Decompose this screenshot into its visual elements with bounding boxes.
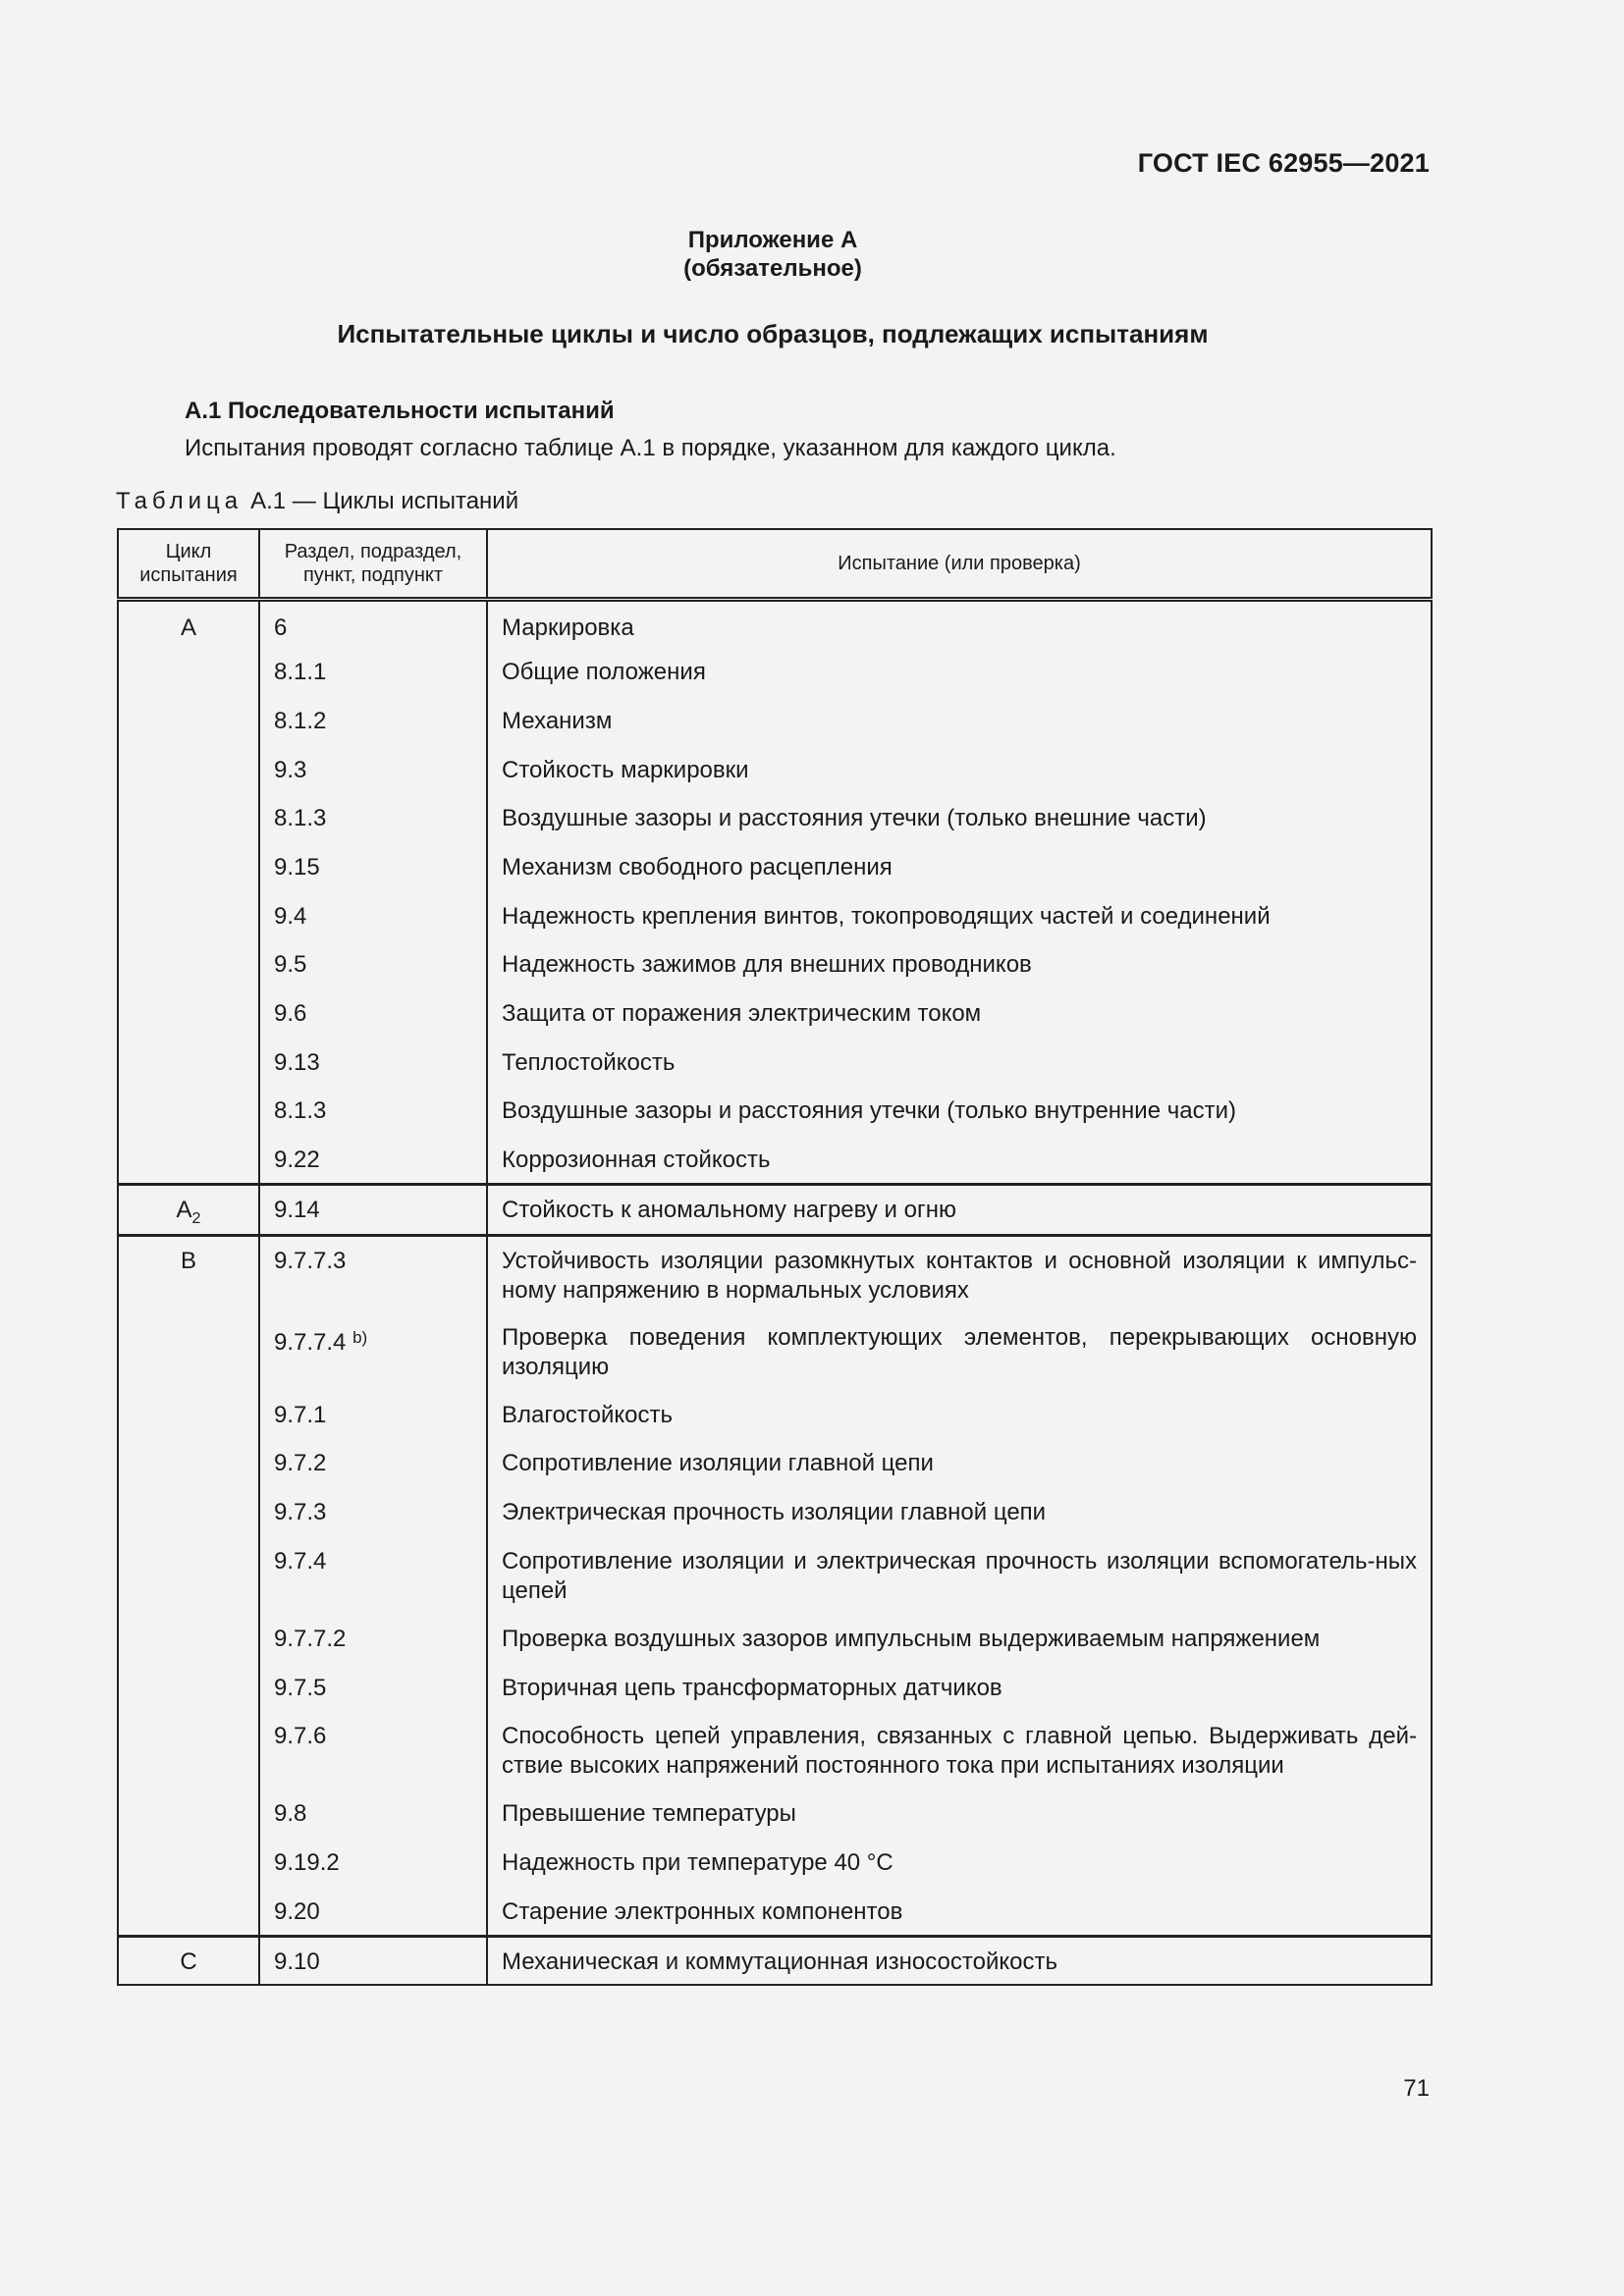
section-number: 9.13	[274, 1048, 320, 1076]
table-row	[118, 1839, 1432, 1888]
table-row	[118, 1537, 1432, 1615]
test-cell: Механическая и коммутационная износостойкость	[487, 1936, 1432, 1985]
column-header-cycle: Цикл испытания	[118, 529, 259, 600]
cycle-cell	[118, 1313, 259, 1391]
test-cell: Общие положения	[487, 648, 1432, 697]
cycle-cell	[118, 1488, 259, 1537]
cycle-cell	[118, 1936, 259, 1985]
cycle-label: В	[180, 1248, 196, 1275]
cycle-cell	[118, 1789, 259, 1839]
test-cell: Старение электронных компонентов	[487, 1888, 1432, 1937]
test-cell: Стойкость к аномальному нагреву и огню	[487, 1185, 1432, 1236]
table-header-row	[118, 529, 1432, 600]
column-header-section: Раздел, подраздел, пункт, подпункт	[259, 529, 487, 600]
section-number: 9.4	[274, 902, 307, 930]
section-number: 8.1.3	[274, 1097, 327, 1125]
cycle-cell	[118, 1839, 259, 1888]
table-row	[118, 989, 1432, 1039]
test-cell: Надежность при температуре 40 °С	[487, 1839, 1432, 1888]
table-row	[118, 1439, 1432, 1488]
cycle-cell	[118, 1615, 259, 1664]
cycle-cell	[118, 1712, 259, 1789]
main-heading: Испытательные циклы и число образцов, подлежащих испытаниям	[337, 319, 1209, 348]
test-cycles-table	[117, 528, 1433, 1986]
test-cell: Сопротивление изоляции главной цепи	[487, 1439, 1432, 1488]
section-number: 6	[274, 614, 288, 641]
test-cell: Сопротивление изоляции и электрическая прочность изоляции вспомогатель-ных цепей	[487, 1537, 1432, 1615]
section-number: 9.6	[274, 1000, 307, 1027]
cycle-cell	[118, 1185, 259, 1236]
table-caption-text: А.1 — Циклы испытаний	[250, 488, 519, 514]
section-number: 9.7.7.2	[274, 1625, 347, 1652]
test-cell: Электрическая прочность изоляции главной цепи	[487, 1488, 1432, 1537]
table-row	[118, 697, 1432, 746]
table-row	[118, 1664, 1432, 1713]
section-number: 9.7.4	[274, 1547, 327, 1575]
table-row	[118, 1789, 1432, 1839]
table-row	[118, 600, 1432, 649]
table-row	[118, 1615, 1432, 1664]
test-cell: Воздушные зазоры и расстояния утечки (только внешние части)	[487, 794, 1432, 843]
cycle-subscript: 2	[191, 1210, 201, 1228]
section-number: 8.1.3	[274, 805, 327, 832]
section-number: 9.5	[274, 951, 307, 979]
intro-paragraph: Испытания проводят согласно таблице А.1 в порядке, указанном для каждого цикла.	[185, 435, 1116, 461]
table-row	[118, 1712, 1432, 1789]
cycle-cell	[118, 697, 259, 746]
table-row	[118, 1888, 1432, 1937]
section-number: 9.8	[274, 1800, 307, 1828]
test-cell: Механизм	[487, 697, 1432, 746]
cycle-cell	[118, 1039, 259, 1088]
cycle-cell	[118, 746, 259, 795]
section-cell	[259, 1391, 487, 1440]
table-row	[118, 1185, 1432, 1236]
page-number: 71	[1403, 2075, 1430, 2102]
cycle-cell	[118, 600, 259, 649]
test-cell: Теплостойкость	[487, 1039, 1432, 1088]
table-row	[118, 1039, 1432, 1088]
test-cell: Воздушные зазоры и расстояния утечки (только внутренние части)	[487, 1087, 1432, 1136]
section-cell	[259, 794, 487, 843]
section-cell	[259, 648, 487, 697]
table-row	[118, 648, 1432, 697]
test-cell: Устойчивость изоляции разомкнутых контактов и основной изоляции к импульс-ному напряжению в нормальных условиях	[487, 1236, 1432, 1313]
table-row	[118, 1313, 1432, 1391]
test-cell: Защита от поражения электрическим током	[487, 989, 1432, 1039]
cycle-label: С	[180, 1948, 197, 1975]
cycle-cell	[118, 989, 259, 1039]
section-cell	[259, 1664, 487, 1713]
section-number: 9.7.7.4	[274, 1328, 347, 1356]
section-cell	[259, 1136, 487, 1185]
section-heading: А.1 Последовательности испытаний	[185, 398, 615, 424]
section-number: 9.7.7.3	[274, 1248, 347, 1275]
section-cell	[259, 1936, 487, 1985]
cycle-cell	[118, 1391, 259, 1440]
test-cell: Способность цепей управления, связанных с главной цепью. Выдерживать дей-ствие высоких напряжений постоянного тока при испытаниях изоляции	[487, 1712, 1432, 1789]
section-cell	[259, 1537, 487, 1615]
test-cell: Проверка воздушных зазоров импульсным выдерживаемым напряжением	[487, 1615, 1432, 1664]
section-number: 9.7.6	[274, 1723, 327, 1750]
cycle-cell	[118, 892, 259, 941]
cycle-label: А	[180, 614, 196, 641]
section-number: 9.7.2	[274, 1450, 327, 1477]
section-cell	[259, 1488, 487, 1537]
annex-status: (обязательное)	[683, 255, 862, 282]
section-cell	[259, 1712, 487, 1789]
section-cell	[259, 1039, 487, 1088]
section-number: 9.7.1	[274, 1401, 327, 1428]
test-cell: Влагостойкость	[487, 1391, 1432, 1440]
section-cell	[259, 1789, 487, 1839]
section-number: 9.14	[274, 1197, 320, 1224]
section-cell	[259, 1185, 487, 1236]
table-row	[118, 940, 1432, 989]
section-cell	[259, 1236, 487, 1313]
section-cell	[259, 940, 487, 989]
table-row	[118, 1391, 1432, 1440]
cycle-cell	[118, 1888, 259, 1937]
test-cell: Вторичная цепь трансформаторных датчиков	[487, 1664, 1432, 1713]
cycle-cell	[118, 1664, 259, 1713]
section-number: 9.20	[274, 1897, 320, 1925]
table-row	[118, 794, 1432, 843]
test-cell: Проверка поведения комплектующих элементов, перекрывающих основную изоляцию	[487, 1313, 1432, 1391]
section-cell	[259, 843, 487, 892]
section-number: 8.1.1	[274, 659, 327, 686]
cycle-cell	[118, 648, 259, 697]
section-cell	[259, 989, 487, 1039]
cycle-cell	[118, 794, 259, 843]
table-row	[118, 1236, 1432, 1313]
annex-title: Приложение А	[687, 227, 858, 253]
cycle-cell	[118, 1439, 259, 1488]
cycle-cell	[118, 1537, 259, 1615]
section-cell	[259, 1839, 487, 1888]
test-cell: Механизм свободного расцепления	[487, 843, 1432, 892]
annex-title-block	[0, 226, 1545, 283]
table-row	[118, 1936, 1432, 1985]
cycle-label: A	[176, 1197, 192, 1224]
cycle-cell	[118, 1236, 259, 1313]
footnote-marker: b)	[352, 1327, 368, 1347]
cycle-cell	[118, 1136, 259, 1185]
test-cell: Коррозионная стойкость	[487, 1136, 1432, 1185]
standard-code: ГОСТ IEC 62955—2021	[1137, 148, 1430, 178]
column-header-test: Испытание (или проверка)	[487, 529, 1432, 600]
section-number: 9.19.2	[274, 1848, 340, 1876]
section-number: 9.7.3	[274, 1499, 327, 1526]
section-cell	[259, 1439, 487, 1488]
table-row	[118, 1087, 1432, 1136]
cycle-cell	[118, 843, 259, 892]
section-cell	[259, 600, 487, 649]
section-cell	[259, 746, 487, 795]
section-number: 9.10	[274, 1948, 320, 1975]
section-cell	[259, 1888, 487, 1937]
table-row	[118, 1136, 1432, 1185]
test-cell: Превышение температуры	[487, 1789, 1432, 1839]
section-cell	[259, 1615, 487, 1664]
table-caption	[116, 488, 518, 515]
table-caption-label: Таблица	[116, 488, 244, 514]
section-cell	[259, 1087, 487, 1136]
cycle-cell	[118, 940, 259, 989]
section-cell	[259, 697, 487, 746]
table-row	[118, 746, 1432, 795]
table-row	[118, 843, 1432, 892]
table-row	[118, 1488, 1432, 1537]
cycle-cell	[118, 1087, 259, 1136]
test-cell: Маркировка	[487, 600, 1432, 649]
section-cell	[259, 892, 487, 941]
section-number: 9.22	[274, 1147, 320, 1174]
section-number: 9.3	[274, 756, 307, 783]
table-row	[118, 892, 1432, 941]
test-cell: Надежность крепления винтов, токопроводящих частей и соединений	[487, 892, 1432, 941]
test-cell: Стойкость маркировки	[487, 746, 1432, 795]
section-number: 9.15	[274, 853, 320, 881]
section-cell	[259, 1313, 487, 1391]
test-cell: Надежность зажимов для внешних проводников	[487, 940, 1432, 989]
section-number: 8.1.2	[274, 707, 327, 734]
table-body	[118, 600, 1432, 1985]
section-number: 9.7.5	[274, 1674, 327, 1701]
